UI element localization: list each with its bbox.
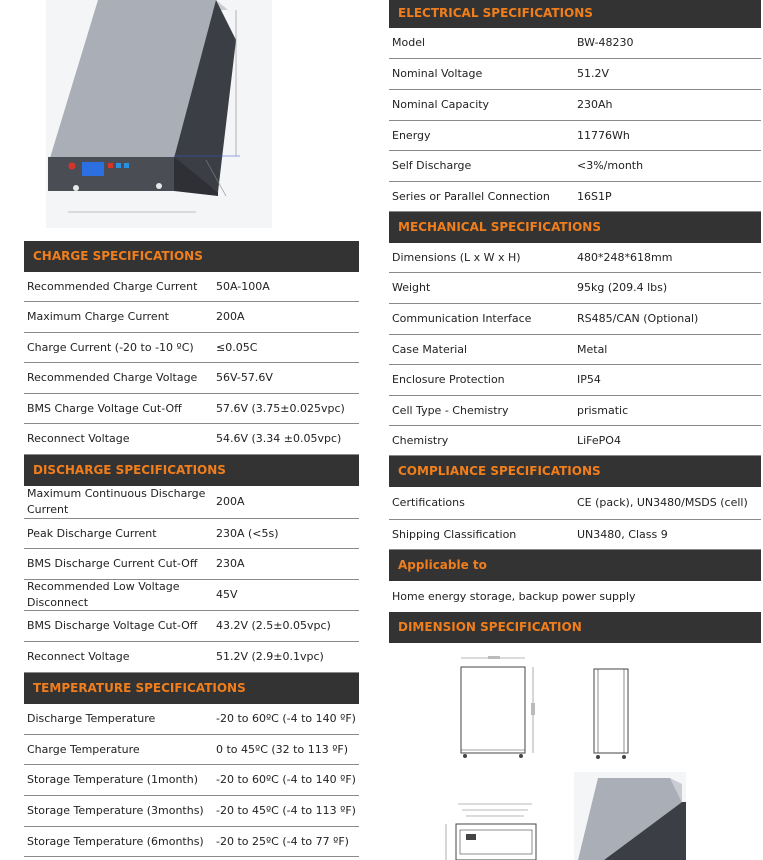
charge-row [24,333,359,363]
discharge-section-header: DISCHARGE SPECIFICATIONS [24,455,359,486]
discharge-row-value: 45V [216,588,238,601]
charge-table [24,272,359,455]
electrical-row-label: Nominal Capacity [392,98,490,111]
temperature-row [24,827,359,857]
dimension-side-view-drawing [588,665,638,760]
electrical-row-label: Series or Parallel Connection [392,189,550,203]
discharge-row-value: 200A [216,495,245,508]
mechanical-row [389,396,761,426]
temperature-row-value: -20 to 60ºC (-4 to 140 ºF) [216,773,356,786]
temperature-table [24,704,359,857]
electrical-row-value: 51.2V [577,67,610,80]
mechanical-row-label: Enclosure Protection [392,373,505,386]
discharge-row [24,486,359,519]
electrical-row [389,121,761,151]
temperature-row-value: 0 to 45ºC (32 to 113 ºF) [216,742,349,756]
dimension-top-view-drawing [440,800,545,860]
compliance-section-header: COMPLIANCE SPECIFICATIONS [389,456,761,487]
compliance-table [389,487,761,550]
discharge-row-label: BMS Discharge Voltage Cut-Off [27,619,198,632]
mechanical-row-label: Dimensions (L x W x H) [392,250,521,264]
discharge-row-value: 230A (<5s) [216,526,279,540]
electrical-row [389,182,761,212]
electrical-row-value: 11776Wh [577,128,630,142]
discharge-row-value: 43.2V (2.5±0.05vpc) [216,619,331,632]
compliance-row [389,520,761,550]
charge-row-label: Recommended Charge Current [27,279,198,293]
discharge-row [24,611,359,642]
temperature-row-value: -20 to 60ºC (-4 to 140 ºF) [216,712,356,725]
charge-row [24,302,359,333]
compliance-row-label: Shipping Classification [392,527,517,541]
mechanical-row-label: Chemistry [392,433,449,447]
applicable-text: Home energy storage, backup power supply [392,590,636,603]
discharge-row-value: 51.2V (2.9±0.1vpc) [216,650,324,663]
mechanical-row-label: Cell Type - Chemistry [392,403,509,417]
discharge-row-label: BMS Discharge Current Cut-Off [27,557,198,570]
mechanical-row-value: IP54 [577,373,601,386]
mechanical-section-header: MECHANICAL SPECIFICATIONS [389,212,761,243]
mechanical-row [389,426,761,456]
compliance-row [389,487,761,520]
temperature-row-label: Storage Temperature (6months) [27,834,204,848]
mechanical-row-value: RS485/CAN (Optional) [577,312,699,325]
charge-row-value: 56V-57.6V [216,371,273,384]
temperature-row [24,796,359,827]
temperature-row-label: Discharge Temperature [27,712,156,725]
discharge-row [24,580,359,611]
temperature-row-label: Storage Temperature (3months) [27,804,204,817]
temperature-row [24,765,359,796]
temperature-section-header: TEMPERATURE SPECIFICATIONS [24,673,359,704]
charge-row [24,363,359,394]
discharge-row-label: Peak Discharge Current [27,526,157,540]
charge-row [24,272,359,302]
charge-row-value: 57.6V (3.75±0.025vpc) [216,401,345,415]
electrical-row-label: Energy [392,128,431,142]
mechanical-row-label: Weight [392,281,431,294]
applicable-section-header: Applicable to [389,550,761,581]
electrical-row-label: Nominal Voltage [392,67,483,80]
charge-row-value: 200A [216,310,245,323]
discharge-row-value: 230A [216,557,245,570]
discharge-row [24,519,359,549]
mechanical-row-value: prismatic [577,403,629,417]
charge-row-label: Charge Current (-20 to -10 ºC) [27,340,194,354]
electrical-section-header: ELECTRICAL SPECIFICATIONS [389,0,761,28]
mechanical-row-value: LiFePO4 [577,433,621,447]
mechanical-row [389,273,761,304]
charge-row-value: ≤0.05C [216,340,258,354]
mechanical-row-label: Communication Interface [392,312,532,325]
electrical-row-label: Model [392,36,426,49]
mechanical-row-label: Case Material [392,342,468,356]
dimension-front-view-drawing [455,655,545,760]
temperature-row-value: -20 to 45ºC (-4 to 113 ºF) [216,804,356,817]
charge-row [24,394,359,424]
temperature-row [24,704,359,735]
charge-row-label: Reconnect Voltage [27,432,130,445]
charge-row-label: BMS Charge Voltage Cut-Off [27,401,182,415]
mechanical-row [389,243,761,273]
charge-row-label: Recommended Charge Voltage [27,371,198,384]
mechanical-row [389,365,761,396]
mechanical-row [389,304,761,335]
temperature-row-value: -20 to 25ºC (-4 to 77 ºF) [216,834,349,848]
electrical-row-value: 230Ah [577,98,613,111]
mechanical-row [389,335,761,365]
compliance-row-value: CE (pack), UN3480/MSDS (cell) [577,496,748,509]
discharge-row-label: Maximum Continuous Discharge Current [27,487,206,516]
electrical-table [389,28,761,212]
mechanical-table [389,243,761,456]
charge-row-label: Maximum Charge Current [27,310,169,323]
electrical-row [389,90,761,121]
electrical-row [389,59,761,90]
temperature-row-label: Storage Temperature (1month) [27,773,198,786]
battery-render-image [574,772,686,860]
discharge-row-label: Reconnect Voltage [27,650,130,663]
electrical-row [389,28,761,59]
compliance-row-value: UN3480, Class 9 [577,527,668,541]
charge-row-value: 50A-100A [216,279,270,293]
temperature-row [24,735,359,765]
temperature-row-label: Charge Temperature [27,742,140,756]
charge-row [24,424,359,455]
discharge-row [24,549,359,580]
mechanical-row-value: 480*248*618mm [577,250,673,264]
mechanical-row-value: 95kg (209.4 lbs) [577,281,668,294]
discharge-row [24,642,359,673]
dimension-section-header: DIMENSION SPECIFICATION [389,612,761,643]
electrical-row-value: <3%/month [577,159,644,172]
electrical-row-value: 16S1P [577,189,612,203]
compliance-row-label: Certifications [392,496,465,509]
battery-product-image [46,0,272,228]
electrical-row-label: Self Discharge [392,159,472,172]
discharge-row-label: Recommended Low Voltage Disconnect [27,580,180,609]
charge-row-value: 54.6V (3.34 ±0.05vpc) [216,432,342,445]
discharge-table [24,486,359,673]
electrical-row-value: BW-48230 [577,36,634,49]
charge-section-header: CHARGE SPECIFICATIONS [24,241,359,272]
electrical-row [389,151,761,182]
mechanical-row-value: Metal [577,342,608,356]
